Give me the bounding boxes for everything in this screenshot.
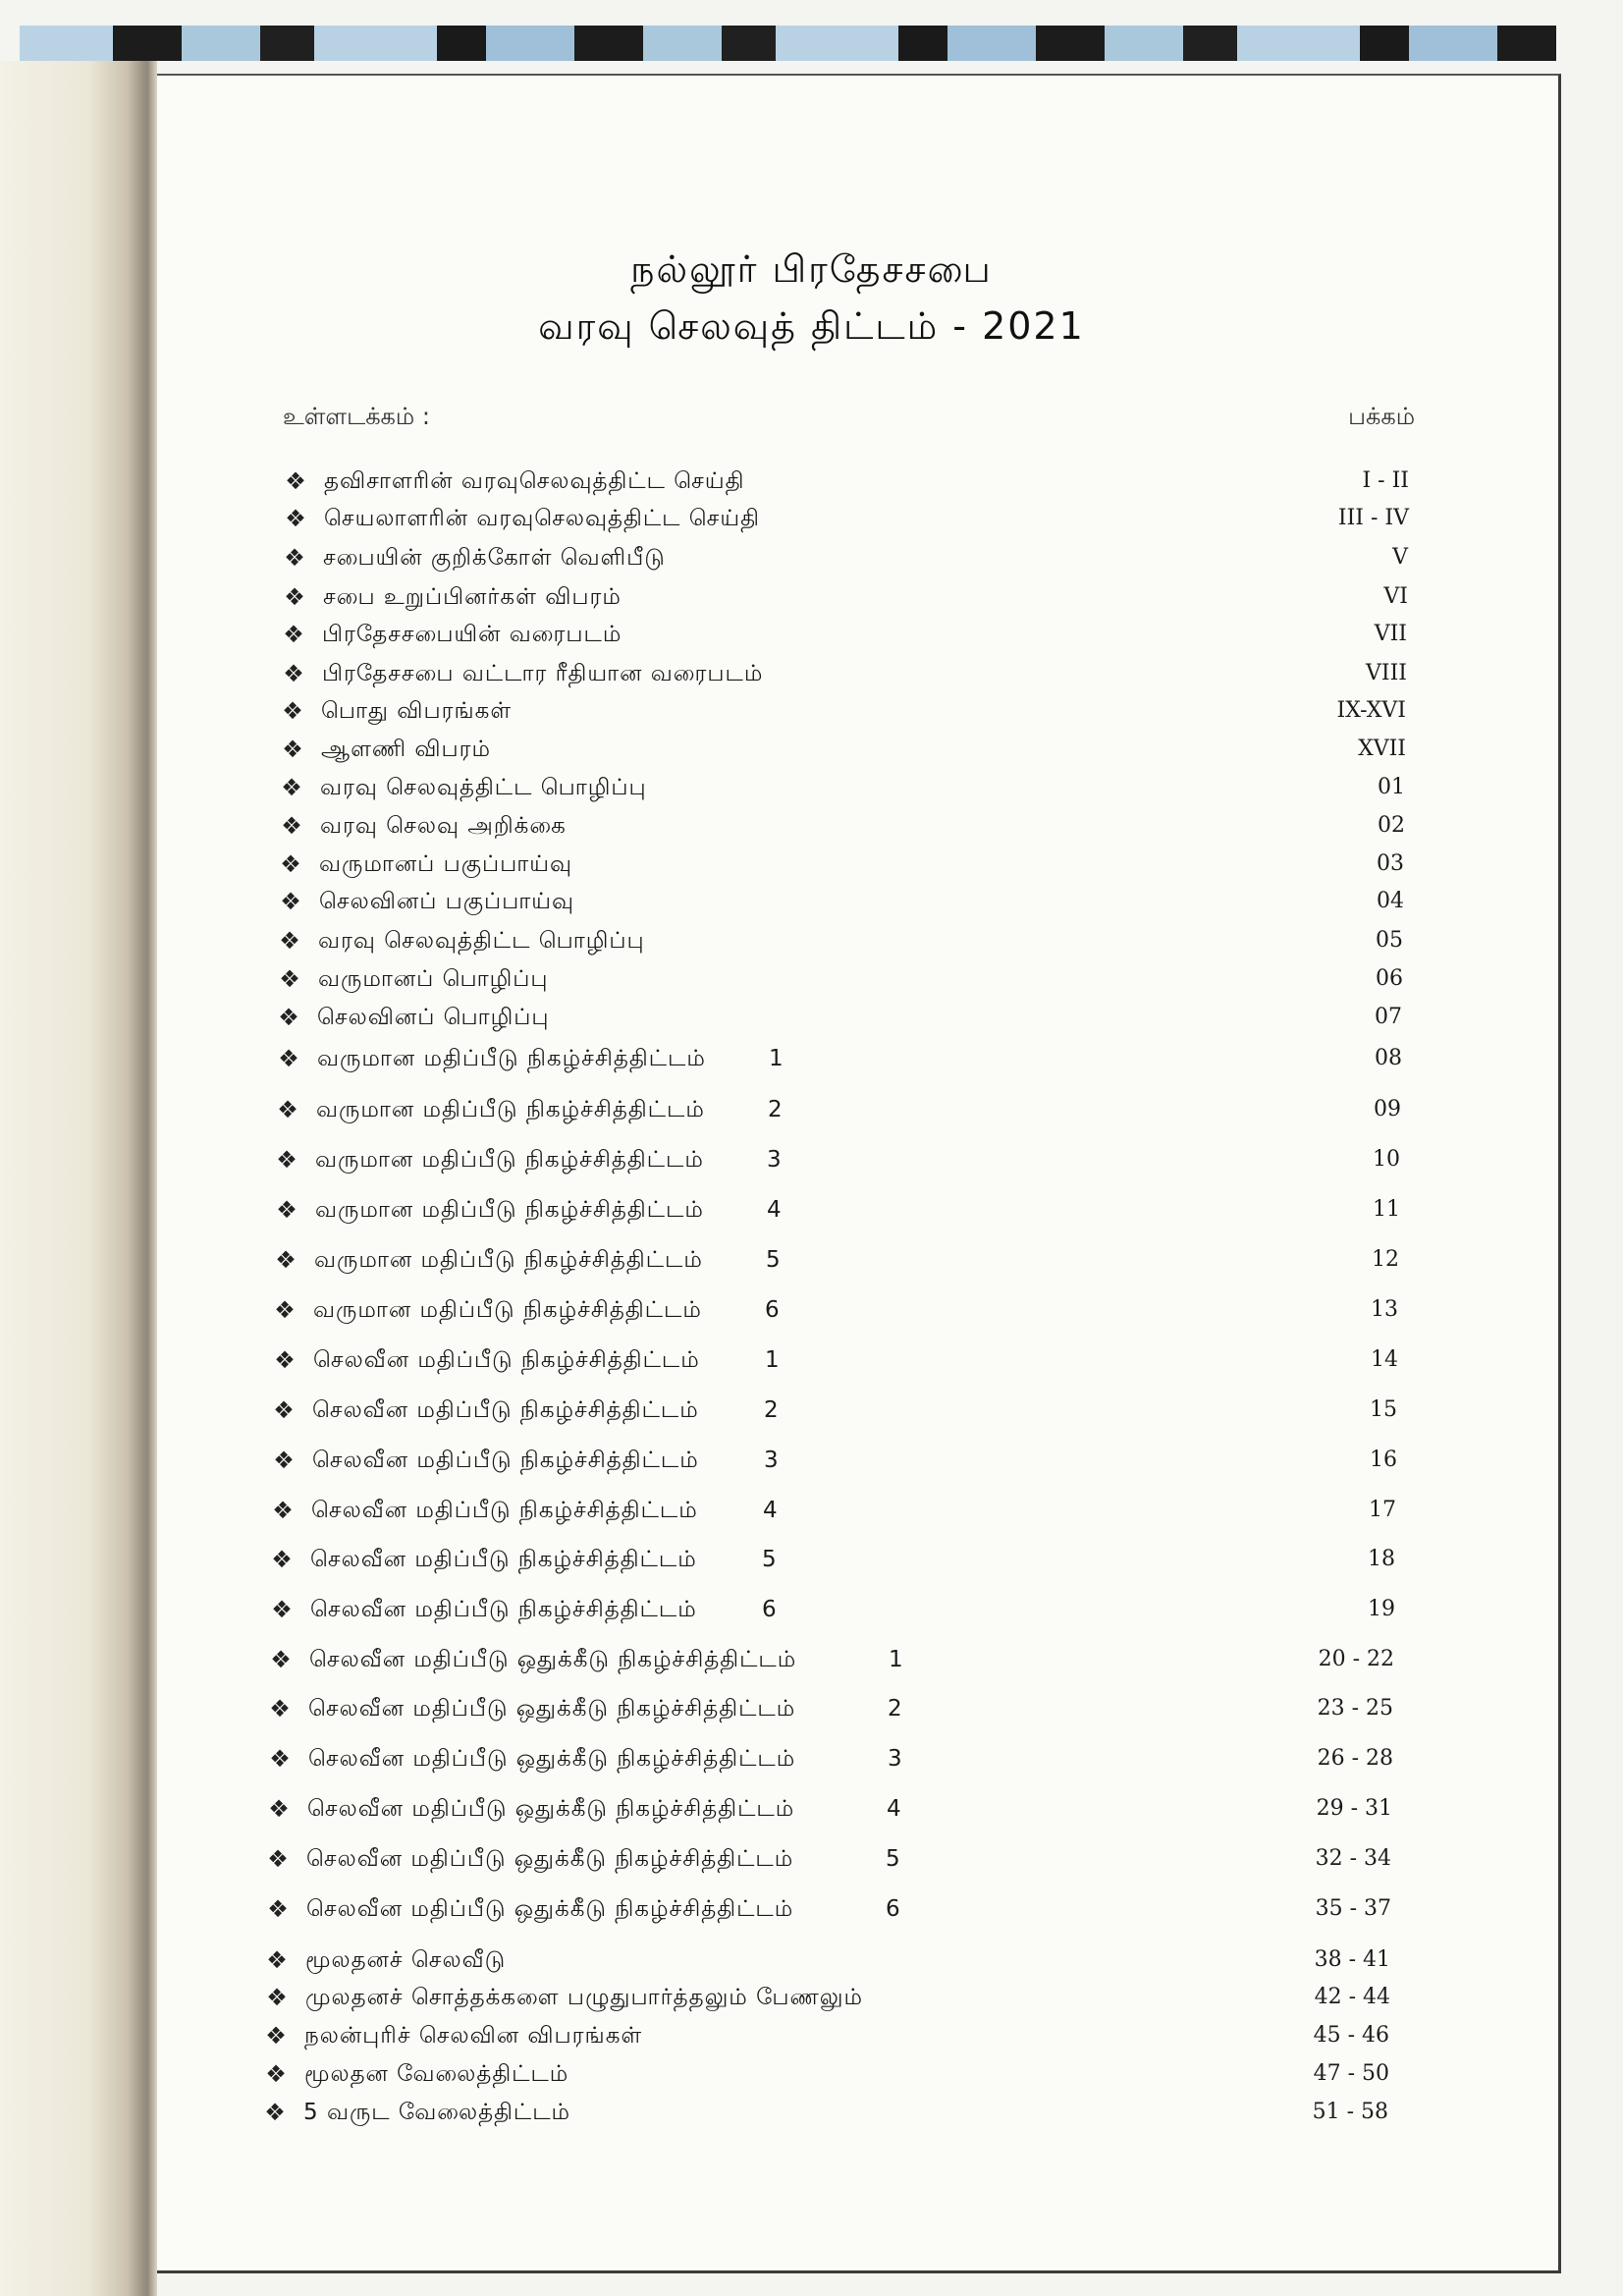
toc-page-number: 16 bbox=[1370, 1448, 1397, 1472]
toc-page-number: 23 - 25 bbox=[1317, 1696, 1393, 1721]
toc-row bbox=[0, 2056, 1623, 2092]
toc-row bbox=[0, 1592, 1623, 1627]
toc-row bbox=[0, 1000, 1623, 1035]
toc-page-number: 32 - 34 bbox=[1315, 1846, 1391, 1871]
toc-page-number: 13 bbox=[1371, 1297, 1398, 1322]
toc-row bbox=[0, 1443, 1623, 1478]
diamond-bullet-icon: ❖ bbox=[266, 1984, 288, 2011]
toc-entry-number: 4 bbox=[763, 1498, 778, 1523]
toc-entry-label: மூலதனச் செலவீடு bbox=[305, 1947, 507, 1973]
toc-entry-label: செலவீன மதிப்பீடு ஒதுக்கீடு நிகழ்ச்சித்திட்டம் bbox=[308, 1746, 796, 1772]
diamond-bullet-icon: ❖ bbox=[285, 467, 306, 495]
toc-entry-label: பிரதேசசபை வட்டார ரீதியான வரைபடம் bbox=[322, 661, 764, 686]
diamond-bullet-icon: ❖ bbox=[271, 1546, 293, 1573]
toc-page-number: 26 - 28 bbox=[1317, 1746, 1393, 1771]
diamond-bullet-icon: ❖ bbox=[276, 1146, 298, 1174]
diamond-bullet-icon: ❖ bbox=[273, 1447, 295, 1474]
toc-page-number: 06 bbox=[1376, 966, 1403, 991]
toc-entry-number: 3 bbox=[888, 1746, 902, 1772]
toc-entry-label: பிரதேசசபையின் வரைபடம் bbox=[322, 622, 622, 647]
toc-row bbox=[0, 1942, 1623, 1978]
toc-entry-label: செலவினப் பகுப்பாய்வு bbox=[319, 889, 575, 914]
toc-page-number: 12 bbox=[1372, 1247, 1399, 1272]
diamond-bullet-icon: ❖ bbox=[267, 1895, 289, 1923]
toc-entry-number: 4 bbox=[887, 1796, 901, 1822]
toc-page-number: VIII bbox=[1366, 661, 1407, 685]
toc-page-number: 10 bbox=[1373, 1147, 1400, 1172]
diamond-bullet-icon: ❖ bbox=[285, 505, 306, 532]
toc-entry-label: செலவீன மதிப்பீடு நிகழ்ச்சித்திட்டம் bbox=[312, 1397, 699, 1423]
toc-row bbox=[0, 1493, 1623, 1528]
diamond-bullet-icon: ❖ bbox=[274, 1296, 296, 1324]
toc-page-number: V bbox=[1392, 545, 1408, 570]
toc-row bbox=[0, 1142, 1623, 1177]
diamond-bullet-icon: ❖ bbox=[280, 888, 301, 915]
toc-entry-label: செலவீன மதிப்பீடு நிகழ்ச்சித்திட்டம் bbox=[312, 1448, 699, 1473]
diamond-bullet-icon: ❖ bbox=[277, 1096, 298, 1123]
toc-entry-label: செலவீன மதிப்பீடு ஒதுக்கீடு நிகழ்ச்சித்திட்டம் bbox=[308, 1696, 796, 1722]
diamond-bullet-icon: ❖ bbox=[266, 1946, 288, 1974]
toc-entry-number: 4 bbox=[767, 1197, 782, 1223]
toc-entry-number: 1 bbox=[765, 1347, 780, 1373]
toc-row bbox=[0, 1841, 1623, 1877]
toc-entry-label: வரவு செலவுத்திட்ட பொழிப்பு bbox=[318, 928, 645, 954]
toc-row bbox=[0, 1292, 1623, 1328]
toc-entry-label: சபையின் குறிக்கோள் வெளிபீடு bbox=[323, 545, 666, 571]
toc-row bbox=[0, 847, 1623, 882]
toc-row bbox=[0, 579, 1623, 615]
toc-row bbox=[0, 2018, 1623, 2053]
diamond-bullet-icon: ❖ bbox=[264, 2099, 286, 2126]
toc-row bbox=[0, 2095, 1623, 2130]
toc-page-number: 01 bbox=[1378, 775, 1405, 799]
toc-row bbox=[0, 732, 1623, 767]
page-column-heading: பக்கம் bbox=[1348, 403, 1415, 430]
toc-entry-label: முலதனச் சொத்தக்களை பழுதுபார்த்தலும் பேணலும் bbox=[305, 1985, 864, 2010]
diamond-bullet-icon: ❖ bbox=[273, 1396, 295, 1424]
toc-row bbox=[0, 961, 1623, 997]
toc-entry-number: 1 bbox=[889, 1647, 903, 1672]
contents-heading: உள்ளடக்கம் : bbox=[283, 403, 430, 430]
diamond-bullet-icon: ❖ bbox=[272, 1497, 294, 1524]
toc-row bbox=[0, 464, 1623, 499]
diamond-bullet-icon: ❖ bbox=[274, 1346, 296, 1374]
toc-row bbox=[0, 1642, 1623, 1677]
toc-entry-label: வருமானப் பகுப்பாய்வு bbox=[319, 851, 572, 877]
toc-page-number: 09 bbox=[1374, 1097, 1401, 1121]
diamond-bullet-icon: ❖ bbox=[269, 1745, 291, 1773]
toc-entry-label: செலவீன மதிப்பீடு ஒதுக்கீடு நிகழ்ச்சித்திட்டம் bbox=[306, 1896, 794, 1922]
toc-page-number: 08 bbox=[1375, 1046, 1402, 1070]
toc-row bbox=[0, 693, 1623, 729]
toc-entry-label: செலவீன மதிப்பீடு ஒதுக்கீடு நிகழ்ச்சித்திட்டம் bbox=[307, 1796, 795, 1822]
toc-page-number: 04 bbox=[1377, 889, 1404, 913]
toc-page-number: 51 - 58 bbox=[1312, 2100, 1388, 2124]
toc-page-number: 07 bbox=[1375, 1005, 1402, 1029]
diamond-bullet-icon: ❖ bbox=[280, 850, 301, 878]
toc-entry-label: வருமான மதிப்பீடு நிகழ்ச்சித்திட்டம் bbox=[315, 1147, 704, 1173]
toc-entry-label: செலவீன மதிப்பீடு நிகழ்ச்சித்திட்டம் bbox=[311, 1498, 698, 1523]
toc-entry-number: 2 bbox=[888, 1696, 902, 1722]
toc-page-number: I - II bbox=[1362, 468, 1409, 493]
diamond-bullet-icon: ❖ bbox=[283, 621, 304, 648]
toc-row bbox=[0, 1691, 1623, 1726]
toc-row bbox=[0, 1791, 1623, 1827]
diamond-bullet-icon: ❖ bbox=[268, 1795, 290, 1823]
toc-row bbox=[0, 656, 1623, 691]
toc-entry-label: வரவு செலவு அறிக்கை bbox=[320, 813, 567, 839]
toc-row bbox=[0, 1980, 1623, 2015]
diamond-bullet-icon: ❖ bbox=[269, 1695, 291, 1722]
diamond-bullet-icon: ❖ bbox=[267, 1845, 289, 1873]
toc-row bbox=[0, 884, 1623, 919]
diamond-bullet-icon: ❖ bbox=[282, 736, 303, 763]
toc-entry-number: 3 bbox=[767, 1147, 782, 1173]
diamond-bullet-icon: ❖ bbox=[275, 1246, 297, 1274]
toc-row bbox=[0, 617, 1623, 652]
toc-row bbox=[0, 1891, 1623, 1927]
toc-entry-label: செலவீன மதிப்பீடு ஒதுக்கீடு நிகழ்ச்சித்திட்டம் bbox=[306, 1846, 794, 1872]
diamond-bullet-icon: ❖ bbox=[271, 1596, 293, 1623]
toc-row bbox=[0, 1342, 1623, 1378]
diamond-bullet-icon: ❖ bbox=[279, 965, 300, 993]
toc-row bbox=[0, 923, 1623, 958]
toc-page-number: VI bbox=[1383, 584, 1408, 609]
diamond-bullet-icon: ❖ bbox=[278, 1004, 299, 1031]
toc-entry-number: 6 bbox=[765, 1297, 780, 1323]
diamond-bullet-icon: ❖ bbox=[284, 544, 305, 572]
toc-entry-number: 2 bbox=[768, 1097, 783, 1122]
toc-entry-number: 5 bbox=[766, 1247, 781, 1273]
toc-row bbox=[0, 1542, 1623, 1577]
diamond-bullet-icon: ❖ bbox=[279, 927, 300, 955]
toc-entry-number: 2 bbox=[764, 1397, 779, 1423]
toc-page-number: 20 - 22 bbox=[1318, 1647, 1394, 1671]
diamond-bullet-icon: ❖ bbox=[265, 2022, 287, 2050]
toc-entry-label: வருமான மதிப்பீடு நிகழ்ச்சித்திட்டம் bbox=[315, 1197, 704, 1223]
toc-page-number: 47 - 50 bbox=[1313, 2061, 1389, 2086]
document-subtitle: வரவு செலவுத் திட்டம் - 2021 bbox=[538, 304, 1085, 348]
toc-entry-label: வருமான மதிப்பீடு நிகழ்ச்சித்திட்டம் bbox=[313, 1297, 702, 1323]
diamond-bullet-icon: ❖ bbox=[265, 2060, 287, 2088]
diamond-bullet-icon: ❖ bbox=[276, 1196, 298, 1224]
toc-page-number: 19 bbox=[1368, 1597, 1395, 1621]
toc-row bbox=[0, 1092, 1623, 1127]
toc-page-number: XVII bbox=[1358, 737, 1406, 761]
toc-row bbox=[0, 1393, 1623, 1428]
toc-entry-number: 3 bbox=[764, 1448, 779, 1473]
diamond-bullet-icon: ❖ bbox=[278, 1045, 299, 1072]
toc-row bbox=[0, 808, 1623, 844]
diamond-bullet-icon: ❖ bbox=[284, 583, 305, 611]
toc-row bbox=[0, 1741, 1623, 1777]
toc-entry-label: செலவீன மதிப்பீடு நிகழ்ச்சித்திட்டம் bbox=[310, 1597, 697, 1622]
toc-entry-number: 5 bbox=[886, 1846, 900, 1872]
toc-entry-label: நலன்புரிச் செலவின விபரங்கள் bbox=[304, 2023, 643, 2049]
toc-page-number: 18 bbox=[1368, 1547, 1395, 1571]
diamond-bullet-icon: ❖ bbox=[281, 774, 302, 801]
toc-entry-label: செலவினப் பொழிப்பு bbox=[317, 1005, 550, 1030]
toc-page-number: IX-XVI bbox=[1336, 698, 1406, 723]
toc-entry-label: தவிசாளரின் வரவுசெலவுத்திட்ட செய்தி bbox=[324, 468, 745, 494]
toc-entry-label: செலவீன மதிப்பீடு நிகழ்ச்சித்திட்டம் bbox=[310, 1547, 697, 1572]
toc-entry-label: 5 வருட வேலைத்திட்டம் bbox=[303, 2100, 571, 2125]
toc-page-number: III - IV bbox=[1337, 506, 1409, 530]
toc-entry-label: வருமான மதிப்பீடு நிகழ்ச்சித்திட்டம் bbox=[314, 1247, 703, 1273]
toc-entry-label: சபை உறுப்பினர்கள் விபரம் bbox=[323, 584, 622, 610]
toc-entry-number: 1 bbox=[769, 1046, 784, 1071]
toc-entry-label: செயலாளரின் வரவுசெலவுத்திட்ட செய்தி bbox=[324, 506, 760, 531]
toc-row bbox=[0, 770, 1623, 805]
toc-row bbox=[0, 1041, 1623, 1076]
diamond-bullet-icon: ❖ bbox=[283, 660, 304, 687]
toc-entry-label: வருமான மதிப்பீடு நிகழ்ச்சித்திட்டம் bbox=[316, 1097, 705, 1122]
toc-entry-label: மூலதன வேலைத்திட்டம் bbox=[304, 2061, 569, 2087]
toc-entry-label: வருமான மதிப்பீடு நிகழ்ச்சித்திட்டம் bbox=[317, 1046, 706, 1071]
toc-page-number: 17 bbox=[1369, 1498, 1396, 1522]
toc-page-number: 14 bbox=[1371, 1347, 1398, 1372]
toc-row bbox=[0, 1192, 1623, 1228]
diamond-bullet-icon: ❖ bbox=[281, 812, 302, 840]
toc-entry-number: 6 bbox=[762, 1597, 777, 1622]
toc-page-number: 11 bbox=[1373, 1197, 1400, 1222]
diamond-bullet-icon: ❖ bbox=[282, 697, 303, 725]
toc-entry-label: செலவீன மதிப்பீடு நிகழ்ச்சித்திட்டம் bbox=[313, 1347, 700, 1373]
toc-row bbox=[0, 501, 1623, 536]
toc-page-number: 35 - 37 bbox=[1315, 1896, 1391, 1921]
toc-page-number: 38 - 41 bbox=[1314, 1947, 1390, 1972]
toc-page-number: 02 bbox=[1378, 813, 1405, 838]
toc-page-number: 15 bbox=[1370, 1397, 1397, 1422]
toc-page-number: 45 - 46 bbox=[1313, 2023, 1389, 2048]
toc-page-number: 03 bbox=[1377, 851, 1404, 876]
toc-entry-number: 6 bbox=[886, 1896, 900, 1922]
document-title: நல்லூர் பிரதேசசபை bbox=[630, 247, 993, 291]
toc-entry-label: வருமானப் பொழிப்பு bbox=[318, 966, 549, 992]
toc-page-number: 42 - 44 bbox=[1314, 1985, 1390, 2009]
toc-row bbox=[0, 540, 1623, 575]
toc-page-number: 05 bbox=[1376, 928, 1403, 953]
toc-entry-label: வரவு செலவுத்திட்ட பொழிப்பு bbox=[320, 775, 647, 800]
toc-entry-label: ஆளணி விபரம் bbox=[321, 737, 492, 762]
toc-entry-label: செலவீன மதிப்பீடு ஒதுக்கீடு நிகழ்ச்சித்திட்டம் bbox=[309, 1647, 797, 1672]
toc-row bbox=[0, 1242, 1623, 1278]
toc-entry-number: 5 bbox=[762, 1547, 777, 1572]
diamond-bullet-icon: ❖ bbox=[270, 1646, 292, 1673]
toc-entry-label: பொது விபரங்கள் bbox=[321, 698, 513, 724]
toc-page-number: VII bbox=[1374, 622, 1407, 646]
toc-page-number: 29 - 31 bbox=[1316, 1796, 1392, 1821]
